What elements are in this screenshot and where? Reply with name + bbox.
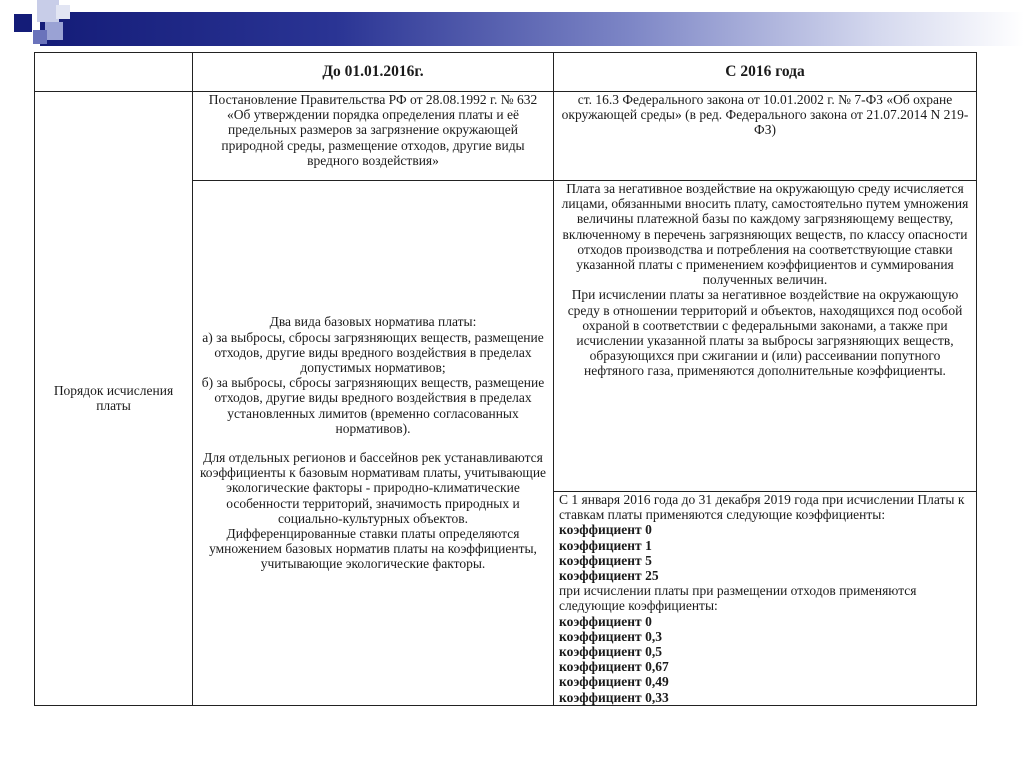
decree-cell (193, 92, 554, 181)
base-norms-cell (193, 181, 554, 706)
coefficient-item: коэффициент 0,3 (559, 628, 662, 644)
decor-square (45, 22, 63, 40)
header-empty-cell (35, 53, 193, 92)
protected-text: При исчислении платы за негативное воздействие на окружающую среду в отношении территорий и объектов, находящихся под особой охраной в соответствии с федеральными законами, а также при исчислении указанной платы за выбросы загрязняющих веществ, образующихся при сжигании и (или) рассеивании попутного нефтяного газа, применяются дополнительные коэффициенты. (567, 287, 963, 379)
decor-square (56, 5, 70, 19)
base-norms-item-b: б) за выбросы, сбросы загрязняющих веществ, размещение отходов, другие виды вредного воздействия в пределах установленных лимитов (временно согласованных нормативов). (201, 375, 545, 436)
law-cell (554, 92, 977, 181)
table-header-row (35, 53, 977, 92)
row-label-cell (35, 92, 193, 706)
calculation-text: Плата за негативное воздействие на окружающую среду исчисляется лицами, обязанными вносить плату, самостоятельно путем умножения величины платежной базы по каждому загрязняющему веществу, включенному в перечень загрязняющих веществ, по классу опасности отходов производства и потребления на соответствующие ставки указанной платы с применением коэффициентов и суммирования полученных величин. (561, 181, 969, 288)
law-text: ст. 16.3 Федерального закона от 10.01.2002 г. № 7-ФЗ «Об охране окружающей среды» (в ред. Федерального закона от 21.07.2014 N 219-ФЗ) (561, 92, 969, 138)
coefficient-item: коэффициент 0,5 (559, 644, 662, 660)
base-norms-item-a: а) за выбросы, сбросы загрязняющих веществ, размещение отходов, другие виды вредного воздействия в пределах допустимых нормативов; (202, 329, 544, 375)
coefficient-item: коэффициент 0,33 (559, 689, 669, 705)
differentiated-text: Дифференцированные ставки платы определяются умножением базовых норматив платы на коэффициенты, учитывающие экологические факторы. (209, 525, 537, 572)
decor-square (14, 14, 32, 32)
coefficient-item: коэффициент 0 (559, 613, 652, 629)
coefficient-item: коэффициент 0,67 (559, 659, 669, 675)
coefficient-item: коэффициент 25 (559, 568, 659, 584)
period-intro: С 1 января 2016 года до 31 декабря 2019 года при исчислении Платы к ставкам платы применяются следующие коэффициенты: (559, 492, 965, 523)
coefficient-item: коэффициент 0 (559, 522, 652, 538)
coefficients-cell (554, 492, 977, 706)
header-before-2016: До 01.01.2016г. (193, 53, 554, 92)
coefficient-item: коэффициент 0,49 (559, 674, 669, 690)
calculation-cell (554, 181, 977, 492)
table-row (35, 92, 977, 181)
decree-text: Постановление Правительства РФ от 28.08.1992 г. № 632 «Об утверждении порядка определения платы и её предельных размеров за загрязнение окружающей природной среды, размещение отходов, другие виды вредного воздействия» (208, 92, 538, 168)
regional-text: Для отдельных регионов и бассейнов рек устанавливаются коэффициенты к базовым нормативам платы, учитывающие экологические факторы - природно-климатические особенности территорий, значимость природных и социально-культурных объектов. (199, 449, 547, 526)
comparison-table (34, 52, 977, 706)
base-norms-title: Два вида базовых норматива платы: (269, 314, 477, 330)
decor-square (33, 30, 47, 44)
header-since-2016: С 2016 года (554, 53, 977, 92)
waste-intro: при исчислении платы при размещении отходов применяются следующие коэффициенты: (559, 583, 917, 614)
title-band (40, 12, 1024, 46)
row-label: Порядок исчисления платы (53, 383, 174, 414)
coefficient-item: коэффициент 5 (559, 552, 652, 568)
coefficient-item: коэффициент 1 (559, 537, 652, 553)
